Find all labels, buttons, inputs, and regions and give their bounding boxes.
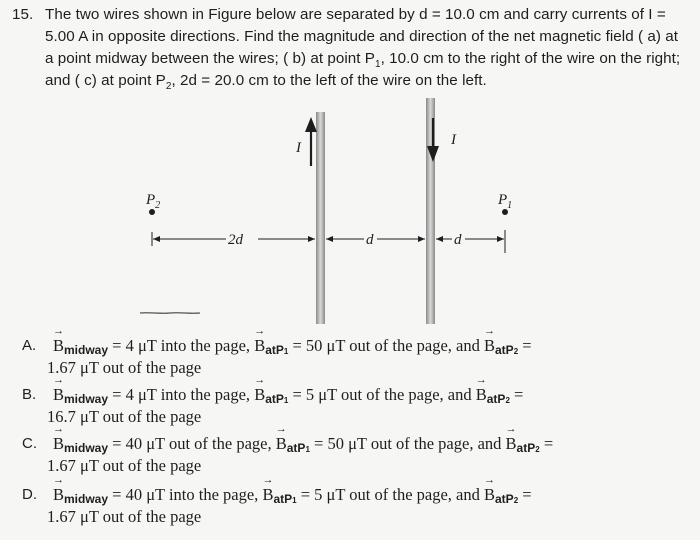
- arrowhead-icon: [436, 236, 443, 242]
- point-p1-label: $P_1$: [498, 192, 513, 211]
- dim-label-d-right: d: [454, 232, 462, 248]
- question-line-3: a point midway between the wires; ( b) at point $P_1$, 10.0 cm to the right of the wire on the right;: [45, 50, 681, 71]
- arrowhead-icon: [308, 236, 315, 242]
- question-line-4: and ( c) at point $P_2$, 2d = 20.0 cm to the left of the wire on the left.: [45, 72, 487, 93]
- left-wire: [316, 112, 325, 324]
- dim-label-2d: 2d: [228, 232, 243, 248]
- current-arrow-up-icon: [305, 117, 317, 166]
- arrowhead-icon: [153, 236, 160, 242]
- arrowhead-icon: [497, 236, 504, 242]
- current-label-right: I: [451, 132, 456, 148]
- question-number: 15.: [12, 6, 34, 23]
- scribble-mark: [140, 313, 200, 314]
- dimension-d-right: [436, 230, 505, 253]
- question-line-2: 5.00 A in opposite directions. Find the magnitude and direction of the net magnetic field ( a) at: [45, 28, 678, 45]
- dim-label-d-between: d: [366, 232, 374, 248]
- current-label-left: I: [296, 140, 301, 156]
- point-p2-dot: [149, 209, 155, 215]
- point-p2-label: $P_2$: [146, 192, 161, 211]
- question-line-1: The two wires shown in Figure below are separated by d = 10.0 cm and carry currents of I =: [45, 6, 666, 23]
- arrowhead-icon: [326, 236, 333, 242]
- arrowhead-icon: [418, 236, 425, 242]
- point-p1-dot: [502, 209, 508, 215]
